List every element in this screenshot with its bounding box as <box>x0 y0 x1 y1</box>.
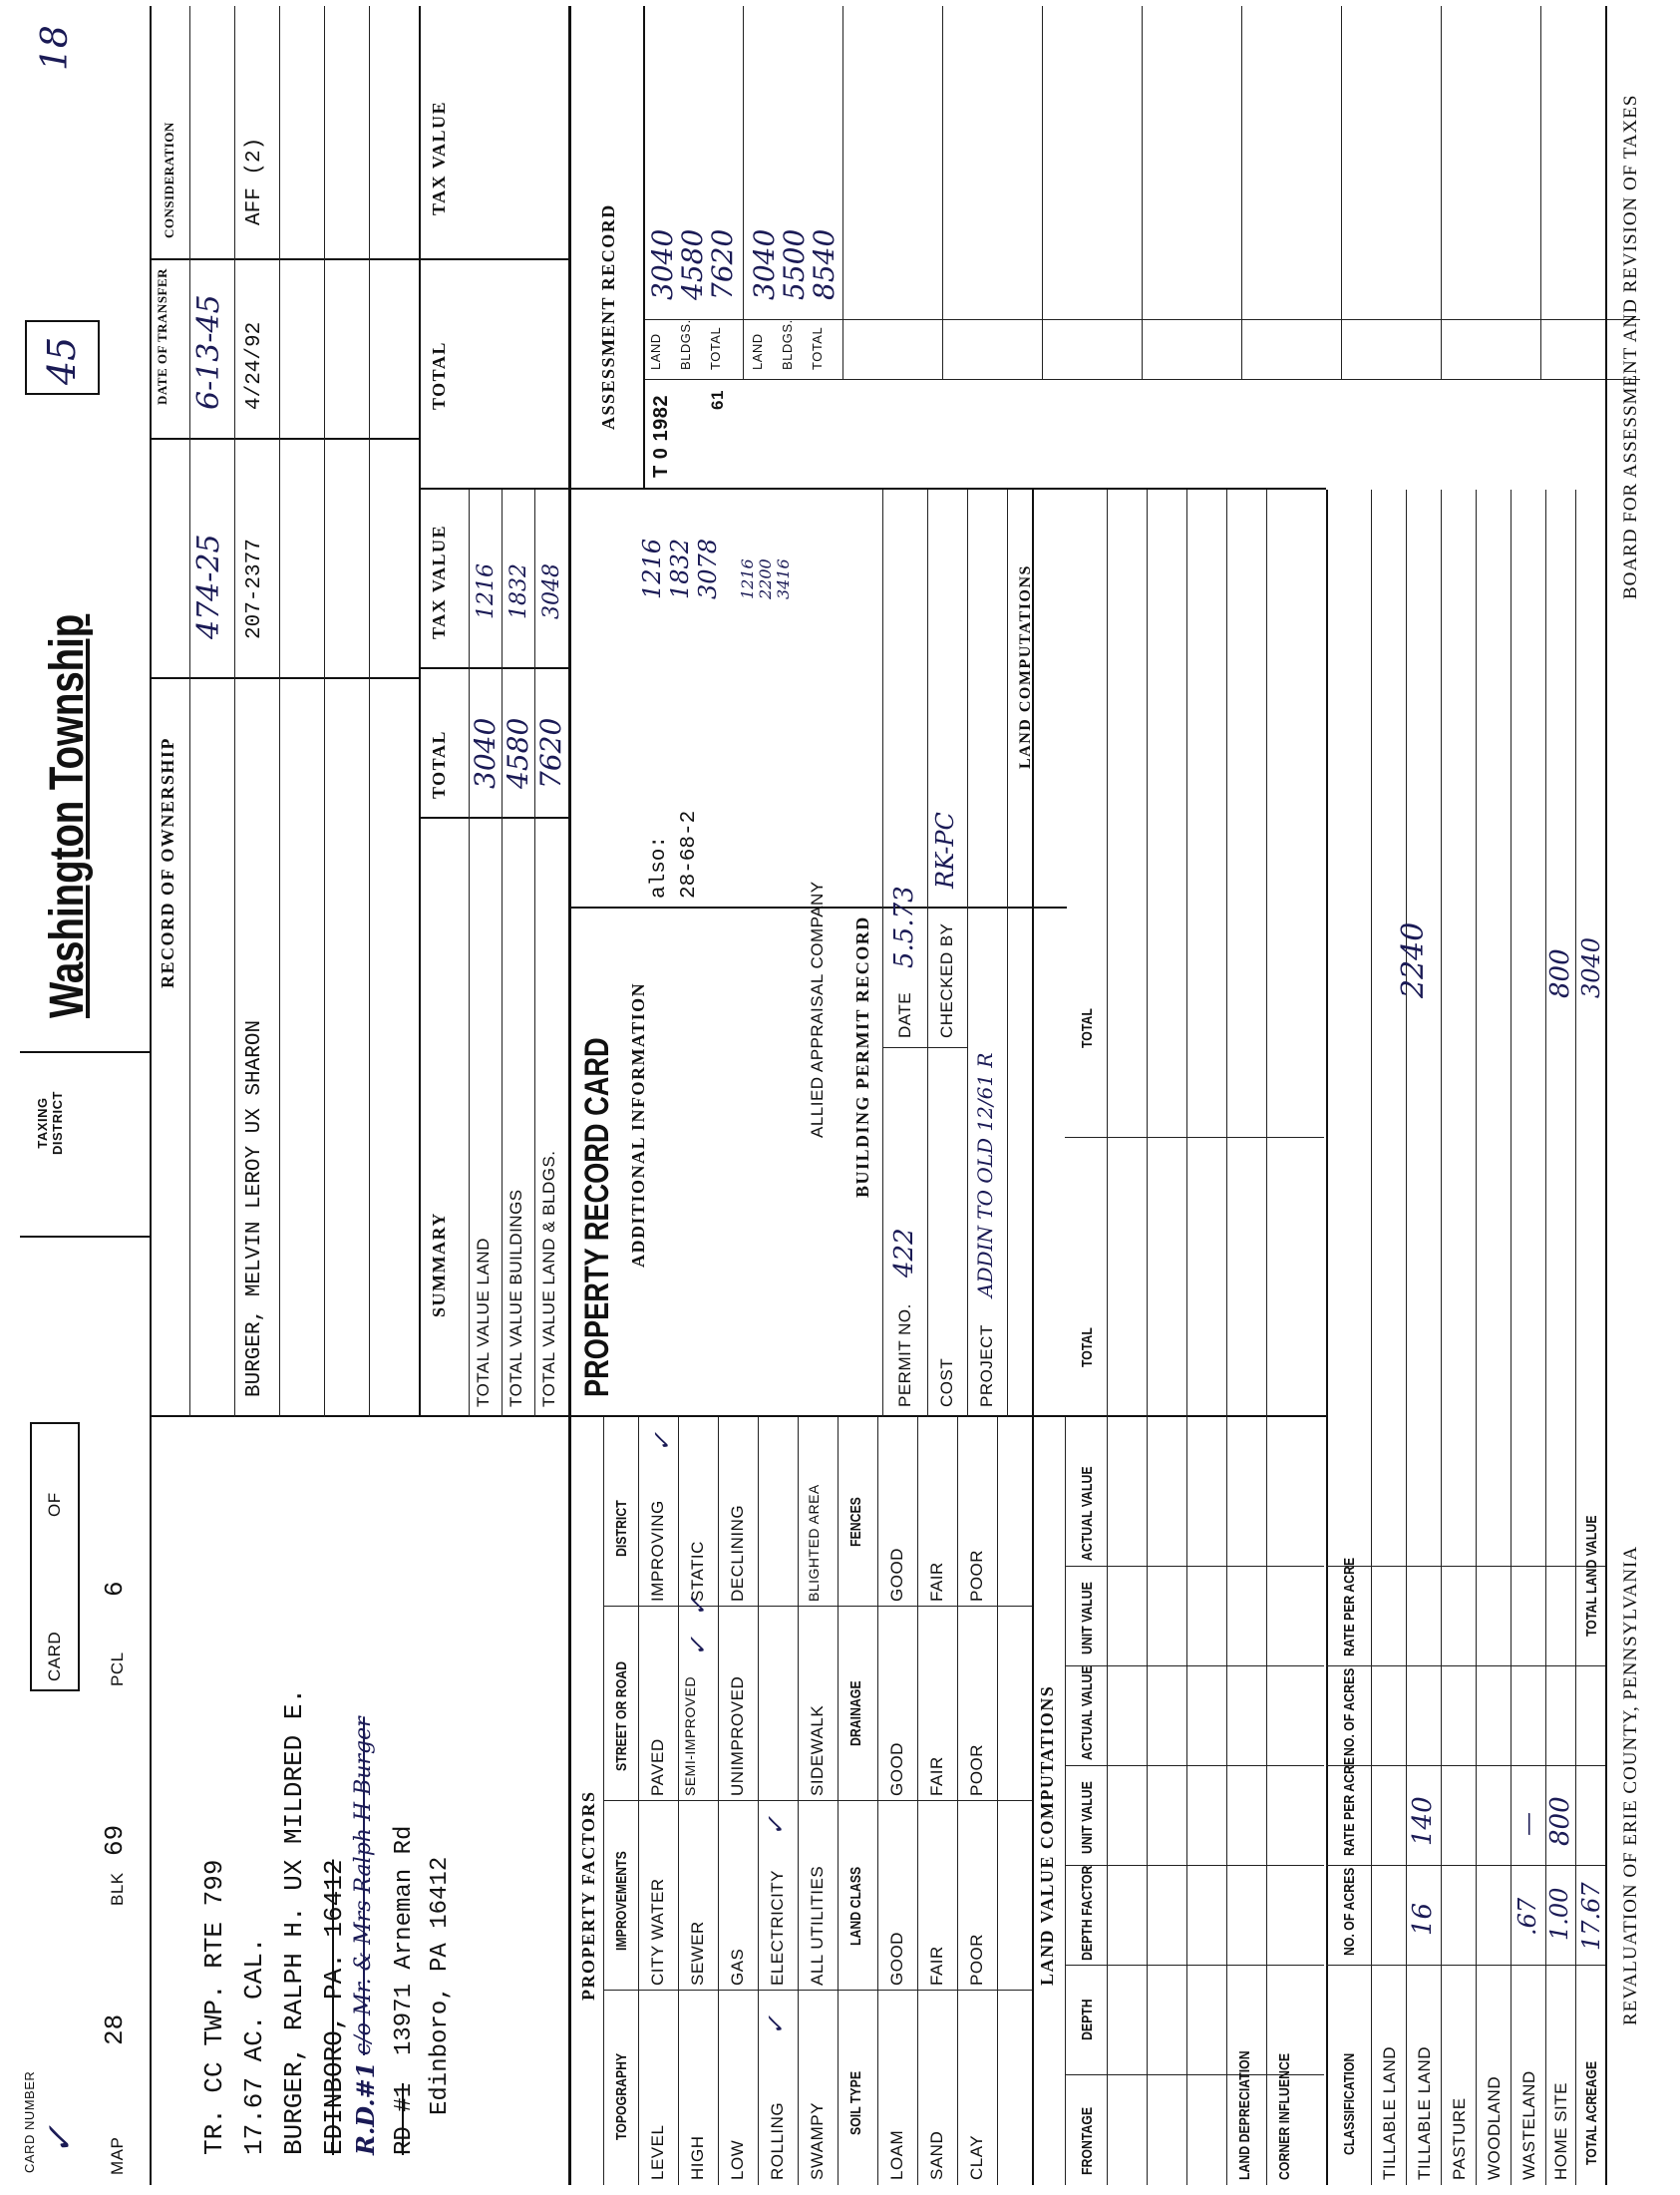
permit-rule <box>882 490 883 1417</box>
checked-value: RK-PC <box>931 812 959 889</box>
desc-line-3: BURGER, RALPH H. UX MILDRED E. <box>279 1687 309 2155</box>
factors-row-rule <box>798 1417 799 2185</box>
land-header-total-1: TOTAL <box>1079 1327 1096 1367</box>
summary-label-total: TOTAL VALUE LAND & BLDGS. <box>539 1150 558 1407</box>
ownership-deed-2: 207-2377 <box>243 539 266 639</box>
acre-bottom-rule <box>1605 6 1607 2185</box>
factor-electricity: ELECTRICITY <box>768 1869 787 1986</box>
class-home-site-total: 800 <box>1545 948 1575 998</box>
factor-level: LEVEL <box>648 2124 667 2180</box>
class-home-site: HOME SITE <box>1551 2081 1570 2180</box>
summary-label-buildings: TOTAL VALUE BUILDINGS <box>506 1189 525 1407</box>
section-rule <box>568 6 571 2185</box>
assessment-row-rule <box>1540 6 1541 380</box>
acre-row-rule <box>1441 490 1442 2185</box>
acre-header-acres-2: NO. OF ACRES <box>1341 1667 1358 1756</box>
factors-title: PROPERTY FACTORS <box>578 1790 598 2001</box>
factor-drainage-poor: POOR <box>967 1743 986 1796</box>
land-header-unit-value-1: UNIT VALUE <box>1079 1781 1096 1854</box>
header-divider <box>20 1051 150 1053</box>
factors-row-rule <box>997 1417 998 2185</box>
permit-col-rule <box>882 1047 967 1048</box>
assessment-label-bldgs-2: BLDGS. <box>780 319 795 370</box>
factor-sidewalk: SIDEWALK <box>808 1704 827 1796</box>
acre-header-acres-1: NO. OF ACRES <box>1341 1867 1358 1956</box>
factor-clay: CLAY <box>967 2134 986 2180</box>
additional-note2-3: 3416 <box>774 558 793 599</box>
company-name: ALLIED APPRAISAL COMPANY <box>808 881 827 1138</box>
prc-col-rule <box>568 907 1067 909</box>
corner-number: 18 <box>35 25 76 71</box>
class-home-site-rate: 800 <box>1545 1796 1575 1846</box>
additional-note-2: 1832 <box>666 538 694 599</box>
assessment-value-2-land: 3040 <box>748 228 781 300</box>
acreage-col-rule <box>1326 1665 1605 1666</box>
ownership-row-rule <box>234 6 235 1417</box>
summary-title: SUMMARY <box>429 1212 449 1317</box>
acreage-header-rule <box>1371 490 1372 2185</box>
land-header-depth: DEPTH <box>1079 1999 1096 2040</box>
factors-row-rule <box>877 1417 878 2185</box>
assessment-value-2-bldgs: 5500 <box>778 228 811 300</box>
assessment-value-1-total: 7620 <box>706 228 739 300</box>
assessment-label-land-2: LAND <box>750 333 765 370</box>
assessment-label-bldgs-1: BLDGS. <box>678 319 693 370</box>
factor-paved: PAVED <box>648 1738 667 1796</box>
additional-note-3: 3078 <box>694 538 722 599</box>
assessment-row-rule <box>1142 6 1143 380</box>
permit-rule <box>927 490 928 1417</box>
acre-row-rule <box>1476 490 1477 2185</box>
land-header-rule <box>1107 490 1108 2185</box>
summary-col-rule <box>419 488 568 490</box>
land-header-depth-factor: DEPTH FACTOR <box>1079 1865 1096 1961</box>
factor-gas: GAS <box>728 1948 747 1986</box>
factor-class-poor: POOR <box>967 1933 986 1986</box>
footer-right: BOARD FOR ASSESSMENT AND REVISION OF TAXES <box>1620 94 1641 599</box>
factors-header-district: DISTRICT <box>613 1500 630 1557</box>
factors-row-rule <box>957 1417 958 2185</box>
taxing-district-label: TAXING DISTRICT <box>35 1091 65 1155</box>
desc-line-6: 13971 Arneman Rd <box>391 1825 418 2055</box>
land-header-frontage: FRONTAGE <box>1079 2106 1096 2175</box>
land-computations-title: LAND COMPUTATIONS <box>1017 564 1034 769</box>
ownership-owner-2: BURGER, MELVIN LEROY UX SHARON <box>243 1019 266 1397</box>
factors-header-improvements: IMPROVEMENTS <box>613 1851 630 1951</box>
factors-col-rule <box>603 1606 1032 1607</box>
cost-label: COST <box>937 1357 956 1407</box>
factor-drainage-good: GOOD <box>887 1742 906 1796</box>
also-label: also: <box>648 835 671 899</box>
factor-fences-fair: FAIR <box>927 1562 946 1602</box>
land-depreciation-label: LAND DEPRECIATION <box>1236 2050 1253 2180</box>
class-tillable-1: TILLABLE LAND <box>1380 2045 1399 2180</box>
summary-tax-total: 3048 <box>539 563 564 619</box>
class-tillable-2-rate: 140 <box>1408 1796 1438 1846</box>
summary-total-all: 7620 <box>534 717 567 789</box>
land-title: LAND VALUE COMPUTATIONS <box>1037 1684 1057 1986</box>
land-col-rule <box>1065 1765 1324 1766</box>
additional-note2-2: 2200 <box>756 558 775 599</box>
blk-label: BLK <box>108 1872 127 1906</box>
factors-header-drainage: DRAINAGE <box>847 1680 864 1746</box>
additional-note2-1: 1216 <box>738 558 757 599</box>
assessment-top-rule <box>643 6 645 490</box>
date-value: 5.5.73 <box>889 886 919 968</box>
land-header-actual-value-2: ACTUAL VALUE <box>1079 1466 1096 1561</box>
desc-line-1: TR. CC TWP. RTE 799 <box>199 1859 229 2155</box>
ownership-date-1: 6-13-45 <box>191 294 226 410</box>
ownership-row-rule <box>369 6 370 1417</box>
factor-fences-poor: POOR <box>967 1549 986 1602</box>
date-of-transfer-header: DATE OF TRANSFER <box>155 267 169 405</box>
totals-box-tax-header: TAX VALUE <box>429 100 449 215</box>
assessment-title: ASSESSMENT RECORD <box>598 203 618 430</box>
land-row-rule <box>1147 490 1148 2185</box>
district-name: Washington Township <box>41 613 94 1018</box>
permit-label: PERMIT NO. <box>895 1303 914 1407</box>
summary-col-rule <box>419 667 568 669</box>
assessment-value-1-land: 3040 <box>646 228 679 300</box>
acreage-col-rule <box>1326 1965 1605 1966</box>
desc-line-2: 17.67 AC. CAL. <box>239 1937 269 2155</box>
summary-label-land: TOTAL VALUE LAND <box>474 1238 493 1407</box>
ownership-row-rule <box>189 6 190 1417</box>
class-woodland: WOODLAND <box>1485 2075 1504 2180</box>
factor-class-good: GOOD <box>887 1932 906 1986</box>
desc-line-5: c/o Mr. & Mrs Ralph H Burger <box>351 1716 376 2055</box>
summary-row-rule <box>469 490 470 1417</box>
factors-row-rule <box>603 1417 604 2185</box>
assessment-row-rule <box>1341 6 1342 380</box>
factor-sand: SAND <box>927 2130 946 2180</box>
factor-unimproved: UNIMPROVED <box>728 1675 747 1796</box>
desc-line-4-note: R.D.#1 <box>351 2061 380 2155</box>
header-divider <box>20 1236 150 1238</box>
card-number-label: CARD NUMBER <box>22 2070 37 2173</box>
factors-row-rule <box>718 1417 719 2185</box>
prc-title: PROPERTY RECORD CARD <box>578 1037 616 1397</box>
summary-total-buildings: 4580 <box>502 717 534 789</box>
factors-right-rule <box>568 1415 1326 1417</box>
class-tillable-2-acres: 16 <box>1408 1902 1438 1936</box>
land-header-actual-value-1: ACTUAL VALUE <box>1079 1665 1096 1760</box>
totals-box-total-header: TOTAL <box>429 341 449 410</box>
factors-row-rule <box>917 1417 918 2185</box>
land-top-rule <box>1032 490 1034 2185</box>
factors-header-street: STREET OR ROAD <box>613 1660 630 1771</box>
assessment-label-total-1: TOTAL <box>708 326 723 370</box>
factors-row-rule <box>758 1417 759 2185</box>
check-electricity: ✓ <box>762 1815 790 1836</box>
acreage-col-rule <box>1326 1765 1605 1766</box>
total-acreage-label: TOTAL ACREAGE <box>1583 2060 1600 2165</box>
assessment-year-1: 61 <box>708 390 727 410</box>
factors-header-soil: SOIL TYPE <box>847 2070 864 2135</box>
land-row-rule <box>1186 490 1187 2185</box>
summary-total-land: 3040 <box>469 717 502 789</box>
factors-row-rule <box>638 1417 639 2185</box>
date-label: DATE <box>895 991 914 1038</box>
desc-line-7: Edinboro, PA 16412 <box>427 1856 454 2115</box>
check-improving: ✓ <box>648 1431 676 1452</box>
land-row-rule <box>1266 490 1267 2185</box>
pcl-label: PCL <box>108 1651 127 1686</box>
land-header-rule <box>1065 1417 1066 2185</box>
building-permit-title: BUILDING PERMIT RECORD <box>852 915 872 1198</box>
acreage-top-rule <box>1326 490 1328 2185</box>
summary-row-rule <box>534 490 535 1417</box>
land-col-rule <box>1065 1665 1324 1666</box>
ownership-row-rule <box>324 6 325 1417</box>
ownership-date-2: 4/24/92 <box>243 321 266 410</box>
factor-class-fair: FAIR <box>927 1946 946 1986</box>
land-col-rule <box>1065 1137 1324 1138</box>
of-label: OF <box>45 1492 64 1517</box>
factor-declining: DECLINING <box>728 1504 747 1602</box>
assessment-label-land-1: LAND <box>648 333 663 370</box>
assessment-row-rule <box>1241 6 1242 380</box>
factor-semi-improved: SEMI-IMPROVED <box>682 1675 698 1796</box>
class-wasteland-acres: .67 <box>1513 1897 1541 1936</box>
acreage-col-rule <box>1326 1865 1605 1866</box>
factor-city-water: CITY WATER <box>648 1878 667 1986</box>
factor-loam: LOAM <box>887 2129 906 2180</box>
summary-top-rule <box>419 6 421 1417</box>
factors-row-rule <box>838 1417 839 2185</box>
assessment-row-rule <box>842 6 843 380</box>
project-label: PROJECT <box>977 1324 996 1407</box>
project-value: ADDIN TO OLD 12/61 R <box>973 1052 997 1297</box>
top-band-rule <box>150 6 152 2185</box>
land-row-rule <box>1226 490 1227 2185</box>
map-label: MAP <box>108 2136 127 2175</box>
assessment-row-rule <box>1441 6 1442 380</box>
card-label: CARD <box>45 1631 64 1681</box>
pcl-value: 6 <box>100 1581 130 1597</box>
acre-header-classification: CLASSIFICATION <box>1341 2052 1358 2155</box>
land-header-unit-value-2: UNIT VALUE <box>1079 1582 1096 1654</box>
total-land-value-label: TOTAL LAND VALUE <box>1583 1515 1600 1637</box>
factors-header-topography: TOPOGRAPHY <box>613 2052 630 2140</box>
factors-col-rule <box>603 1800 1032 1801</box>
footer-left: REVALUATION OF ERIE COUNTY, PENNSYLVANIA <box>1620 1545 1641 2025</box>
summary-tax-buildings: 1832 <box>506 563 531 619</box>
factor-rolling: ROLLING <box>768 2101 787 2180</box>
summary-row-rule <box>502 490 503 1417</box>
land-col-rule <box>1065 1865 1324 1866</box>
summary-total-header: TOTAL <box>429 730 449 799</box>
factor-swampy: SWAMPY <box>808 2102 827 2180</box>
ownership-deed-1: 474-25 <box>191 534 226 639</box>
factors-header-land-class: LAND CLASS <box>847 1866 864 1946</box>
acre-row-rule <box>1575 490 1576 2185</box>
assessment-row-rule <box>743 6 744 380</box>
class-pasture: PASTURE <box>1450 2097 1469 2180</box>
blk-value: 69 <box>100 1824 130 1856</box>
permit-rule <box>967 490 968 1417</box>
assessment-stamp: T 0 1982 <box>650 395 672 478</box>
land-col-rule <box>1065 1965 1324 1966</box>
assessment-value-1-bldgs: 4580 <box>676 228 709 300</box>
summary-tax-header: TAX VALUE <box>429 524 449 639</box>
summary-col-rule <box>419 817 568 819</box>
total-acreage-value: 17.67 <box>1577 1882 1605 1951</box>
factors-col-rule <box>603 1990 1032 1991</box>
check-static: ✓ <box>684 1596 712 1617</box>
factor-low: LOW <box>728 2139 747 2180</box>
summary-col-rule <box>419 258 568 260</box>
acre-header-rate-2: RATE PER ACRE <box>1341 1557 1358 1656</box>
factor-all-utilities: ALL UTILITIES <box>808 1865 827 1986</box>
desc-line-4: EDINBORO, PA. 16412 <box>319 1859 349 2155</box>
permit-rule <box>1007 490 1008 1417</box>
summary-tax-land: 1216 <box>474 563 499 619</box>
ownership-consideration-2: AFF (2) <box>243 137 266 225</box>
acre-row-rule <box>1406 490 1407 2185</box>
class-wasteland: WASTELAND <box>1519 2070 1538 2180</box>
factor-sewer: SEWER <box>688 1921 707 1986</box>
prc-right-rule <box>568 488 1326 490</box>
additional-info-title: ADDITIONAL INFORMATION <box>628 981 648 1268</box>
consideration-header: CONSIDERATION <box>162 122 176 238</box>
desc-line-6-struck: RD #1 <box>391 2082 418 2155</box>
map-value: 28 <box>100 2013 130 2045</box>
assessment-value-2-total: 8540 <box>808 228 840 300</box>
factor-high: HIGH <box>688 2135 707 2180</box>
check-rolling: ✓ <box>762 2014 790 2035</box>
factor-improving: IMPROVING <box>648 1500 667 1602</box>
factor-fences-good: GOOD <box>887 1548 906 1602</box>
assessment-row-rule <box>942 6 943 380</box>
corner-influence-label: CORNER INFLUENCE <box>1276 2052 1293 2180</box>
class-wasteland-rate: — <box>1513 1812 1541 1836</box>
additional-note-1: 1216 <box>638 538 666 599</box>
class-tillable-2-total: 2240 <box>1396 921 1431 998</box>
acre-row-rule <box>1511 490 1512 2185</box>
factor-drainage-fair: FAIR <box>927 1756 946 1796</box>
land-header-total-2: TOTAL <box>1079 1008 1096 1048</box>
also-value: 28-68-2 <box>678 810 701 899</box>
factors-header-fences: FENCES <box>847 1497 864 1547</box>
card-number-mark: ✓ <box>40 2124 81 2155</box>
check-semi-improved: ✓ <box>684 1636 712 1656</box>
ownership-row-rule <box>279 6 280 1417</box>
permit-value: 422 <box>889 1228 919 1278</box>
class-home-site-acres: 1.00 <box>1545 1887 1573 1941</box>
total-land-value: 3040 <box>1577 936 1605 998</box>
acre-header-rate-1: RATE PER ACRE <box>1341 1756 1358 1856</box>
factor-blighted-area: BLIGHTED AREA <box>806 1484 822 1602</box>
assessment-row-rule <box>1042 6 1043 380</box>
page-number: 45 <box>40 336 84 385</box>
ownership-title: RECORD OF OWNERSHIP <box>158 737 177 988</box>
desc-divider <box>150 1415 568 1417</box>
factors-row-rule <box>678 1417 679 2185</box>
assessment-label-total-2: TOTAL <box>810 326 825 370</box>
checked-label: CHECKED BY <box>937 922 956 1038</box>
factor-static: STATIC <box>688 1541 707 1602</box>
acreage-col-rule <box>1326 1566 1605 1567</box>
land-col-rule <box>1065 1566 1324 1567</box>
class-tillable-2: TILLABLE LAND <box>1415 2045 1434 2180</box>
